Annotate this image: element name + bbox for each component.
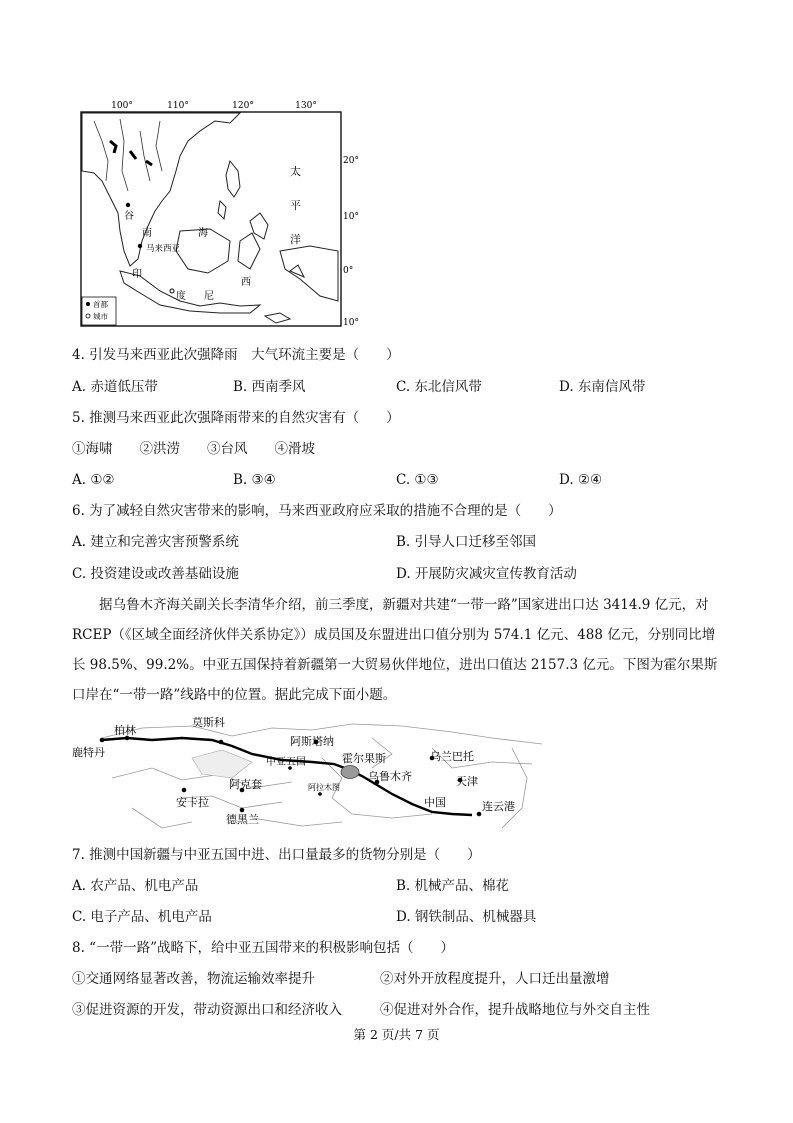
legend-city: 城市 <box>93 312 108 321</box>
q5-option-d[interactable]: D. ②④ <box>559 472 603 488</box>
map-label-berlin: 柏林 <box>114 724 136 737</box>
q6-option-c[interactable]: C. 投资建设或改善基础设施 <box>72 566 239 582</box>
q5-option-c[interactable]: C. ①③ <box>396 472 439 488</box>
map-label-central-asia: 中亚五国 <box>266 757 306 768</box>
map-label-urumqi: 乌鲁木齐 <box>368 770 412 783</box>
map-label-tianjin: 天津 <box>456 775 478 788</box>
q4-option-c[interactable]: C. 东北信风带 <box>396 379 482 395</box>
q6-option-a[interactable]: A. 建立和完善灾害预警系统 <box>72 534 239 550</box>
map-lon-label: 100° <box>111 101 133 111</box>
map-lat-label: 20° <box>343 156 359 166</box>
map-lat-label: 10° <box>343 212 359 222</box>
map-label-khorgos: 霍尔果斯 <box>342 752 386 765</box>
q8-item-3: ③促进资源的开发，带动资源出口和经济收入 <box>72 1002 342 1018</box>
q8-item-1: ①交通网络显著改善，物流运输效率提升 <box>72 971 315 987</box>
map-lat-label: 0° <box>343 266 354 276</box>
q6-option-b[interactable]: B. 引导人口迁移至邻国 <box>396 534 537 550</box>
map-lon-label: 130° <box>295 101 317 111</box>
map-label-ulaanbaatar: 乌兰巴托 <box>430 750 474 763</box>
q8-item-2: ②对外开放程度提升，人口迁出量激增 <box>380 971 610 987</box>
map-label-china: 中国 <box>424 796 446 809</box>
map-lat-label: 10° <box>343 318 359 328</box>
q7-option-b[interactable]: B. 机械产品、棉花 <box>396 878 510 894</box>
map-place-label: 西 <box>241 277 251 288</box>
map-place-label: 尼 <box>204 291 214 302</box>
belt-and-road-map <box>72 718 548 840</box>
q5-items: ①海啸 ②洪涝 ③台风 ④滑坡 <box>72 441 315 457</box>
map-place-label: 马来西亚 <box>146 244 181 254</box>
question-8-stem: 8. “一带一路”战略下，给中亚五国带来的积极影响包括（ ） <box>72 940 454 956</box>
map-place-label: 南 <box>142 228 152 239</box>
question-7-stem: 7. 推测中国新疆与中亚五国中进、出口量最多的货物分别是（ ） <box>72 847 481 863</box>
map-label-tehran: 德黑兰 <box>226 813 259 826</box>
q6-option-d[interactable]: D. 开展防灾减灾宣传教育活动 <box>396 566 577 582</box>
map-label-ankara: 安卡拉 <box>176 796 209 809</box>
map-lon-label: 120° <box>232 101 254 111</box>
map-place-label: 太 <box>290 165 301 178</box>
map-label-aktau: 阿克套 <box>229 778 262 791</box>
q7-option-a[interactable]: A. 农产品、机电产品 <box>72 878 199 894</box>
question-5-stem: 5. 推测马来西亚此次强降雨带来的自然灾害有（ ） <box>72 410 400 426</box>
map-place-label: 谷 <box>124 211 134 222</box>
map-place-label: 印 <box>132 269 142 280</box>
q4-option-d[interactable]: D. 东南信风带 <box>559 379 646 395</box>
map-place-label: 海 <box>198 228 208 239</box>
q8-item-4: ④促进对外合作，提升战略地位与外交自主性 <box>380 1002 650 1018</box>
map-label-moscow: 莫斯科 <box>192 716 225 729</box>
map-place-label: 度 <box>176 291 186 302</box>
q5-option-a[interactable]: A. ①② <box>72 472 115 488</box>
city-marker-icon <box>86 314 90 318</box>
map-label-lianyungang: 连云港 <box>482 800 515 813</box>
legend-capital: 首都 <box>93 300 108 309</box>
page-footer: 第 2 页/共 7 页 <box>353 1027 440 1042</box>
map-lon-label: 110° <box>167 101 189 111</box>
map-label-astana: 阿斯塔纳 <box>290 735 334 748</box>
q5-option-b[interactable]: B. ③④ <box>233 472 276 488</box>
q4-option-a[interactable]: A. 赤道低压带 <box>72 379 158 395</box>
map-place-label: 洋 <box>290 233 301 246</box>
map-place-label: 平 <box>290 199 301 212</box>
khorgos-marker-icon <box>341 766 359 779</box>
q7-option-d[interactable]: D. 钢铁制品、机械器具 <box>396 909 537 925</box>
reading-passage: 据乌鲁木齐海关副关长李清华介绍，前三季度，新疆对共建“一带一路”国家进出口达 3414.9 亿元，对 RCEP（《区域全面经济伙伴关系协定》）成员国及东盟进出口值分别为 574.1 亿元、488 亿元，分别同比增长 98.5%、99.2%。中亚五国保持着新疆第一大贸易伙伴地位，进出口值达 2157.3 亿元。下图为霍尔果斯口岸在“一带一路”线路中的位置。据此完成下面小题。 <box>72 597 718 703</box>
question-4-stem: 4. 引发马来西亚此次强降雨 大气环流主要是（ ） <box>72 347 400 363</box>
map-label-almaty: 阿拉木图 <box>308 783 340 792</box>
capital-marker-icon <box>86 302 90 306</box>
question-6-stem: 6. 为了减轻自然灾害带来的影响，马来西亚政府应采取的措施不合理的是（ ） <box>72 503 562 519</box>
southeast-asia-map <box>80 101 359 328</box>
map-label-rotterdam: 鹿特丹 <box>72 746 105 759</box>
q4-option-b[interactable]: B. 西南季风 <box>233 379 306 395</box>
q7-option-c[interactable]: C. 电子产品、机电产品 <box>72 909 212 925</box>
